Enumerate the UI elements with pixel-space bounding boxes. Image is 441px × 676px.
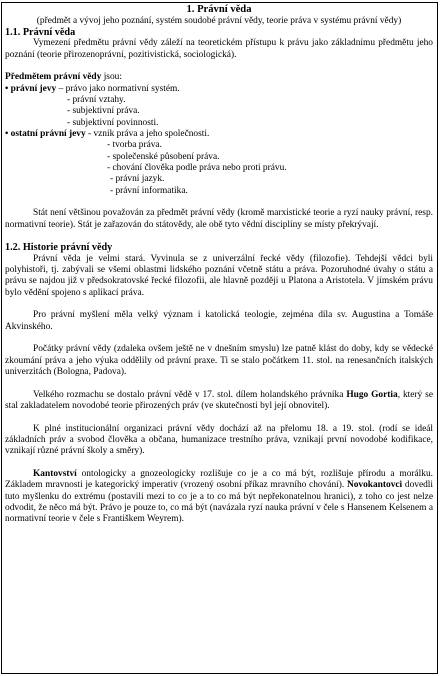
bullet-legal-phenomena <box>5 84 433 95</box>
chapter-title: 1. Právní věda <box>186 4 252 15</box>
paragraph-beginnings: Počátky právní vědy (zdaleka ovšem ještě ne v dnešním smyslu) lze patně klást do doby, kdy se vědecké zkoumání práva a jeho výuka oddělily od právní praxe. Ti se stalo počátkem 11. stol. na renesančních italských univerzitách (Bologna, Padova). <box>5 344 433 378</box>
subject-lead-rest: jsou: <box>101 72 122 83</box>
paragraph-state: Stát není většinou považován za předmět právní vědy (kromě marxistické teorie a ryzí nauky právní, resp. normativní teorie). Stát je zařazován do státovědy, ale obě tyto vědní disciplíny se místy překrývají. <box>5 208 433 230</box>
text-run: dovedli tuto myšlenku do extrému (postavili mezi to co je a to co má být nepřekonatelnou hranici), z toho co jest nelze odvodit, že něco má být. Právo je pouze to, co má být (navázala ryzí nauka právní v čele s Hansenem Kelsenem a normativní teorie v čele s Františkem Weyrem). <box>5 480 433 525</box>
document-page <box>1 2 438 674</box>
list-item: - tvorba práva. <box>107 140 162 151</box>
bullet-definition: – právo jako normativní systém. <box>56 83 180 94</box>
subject-lead <box>5 72 433 83</box>
spacer <box>5 458 433 469</box>
spacer <box>5 378 433 389</box>
paragraph-kantianism <box>5 469 433 526</box>
list-item: - právní vztahy. <box>67 94 126 105</box>
paragraph-theology: Pro právní myšlení měla velký význam i katolická teologie, zejména díla sv. Augustina a Tomáše Akvinského. <box>5 310 433 332</box>
bullet-term: ostatní právní jevy <box>10 128 86 139</box>
paragraph-history-origin: Právní věda je velmi stará. Vyvinula se z univerzální řecké vědy (filozofie). Tehdejší vědci byli polyhistoři, tj. zabývali se všemi oblastmi lidského poznání včetně státu a práva. Pozoruhodné úvahy o státu a právu se najdou již v předsokratovské řecké filozofii, ale hlavně později u Platona a Aristotela. V jímském právu bylo vědění spojeno s aplikací práva. <box>5 253 433 298</box>
bullet-marker: • <box>5 83 11 94</box>
list-item: - právní jazyk. <box>110 174 165 185</box>
document-content <box>2 4 437 526</box>
text-run: Velkého rozmachu se dostalo právní vědě v 17. stol. dílem holandského právníka <box>33 389 347 400</box>
list-item: - společenské působení práva. <box>107 151 220 162</box>
bold-term: Novokantovci <box>346 480 403 491</box>
paragraph-grotius <box>5 390 433 413</box>
bullet-definition: - vznik práva a jeho společnosti. <box>85 128 210 139</box>
paragraph-institutional: K plné institucionální organizaci právní vědy dochází až na přelomu 18. a 19. stol. (rodí se ideál základních práv a svobod člověka a občana, humanizace trestního práva, vznikají první novodobé kodifikace, vznikají různé právní školy a směry). <box>5 423 433 457</box>
bold-name: Hugo Gortia <box>346 389 398 400</box>
subject-lead-bold: Předmětem právní vědy <box>5 72 102 83</box>
spacer <box>5 231 433 242</box>
list-item: - subjektivní práva. <box>67 106 140 117</box>
bullet-term: právní jevy <box>10 83 57 94</box>
list-item: - subjektivní povinnosti. <box>67 117 159 128</box>
spacer <box>5 61 433 72</box>
spacer <box>5 412 433 423</box>
section-heading-1-2: 1.2. Historie právní vědy <box>5 242 113 254</box>
chapter-subtitle: (předmět a vývoj jeho poznání, systém soudobé právní vědy, teorie práva v systému právní vědy) <box>36 15 402 26</box>
bullet-marker: • <box>5 128 11 139</box>
list-item: - právní informatika. <box>110 185 188 196</box>
list-item: - chování člověka podle práva nebo proti právu. <box>107 162 287 173</box>
spacer <box>5 197 433 208</box>
bullet-other-legal-phenomena <box>5 129 433 140</box>
text-run: ontologicky a gnozeologicky rozlišuje co je a co má být, rozlišuje přírodu a morálku. Základem mravnosti je kategorický imperativ (vrozený osobní příkaz mravního chování). <box>5 469 433 491</box>
paragraph-scope: Vymezení předmětu právní vědy záleží na teoretickém přístupu k právu jako základnímu předmětu jeho poznání (teorie přirozenoprávní, pozitivistická, sociologická). <box>5 38 433 60</box>
spacer <box>5 299 433 310</box>
section-heading-1-1: 1.1. Právní věda <box>5 26 76 38</box>
text-run: , který se stal zakladatelem novodobé teorie přirozených práv (ve skutečnosti byl její obnovitel). <box>5 389 433 412</box>
spacer <box>5 333 433 344</box>
bold-term: Kantovství <box>33 469 77 479</box>
